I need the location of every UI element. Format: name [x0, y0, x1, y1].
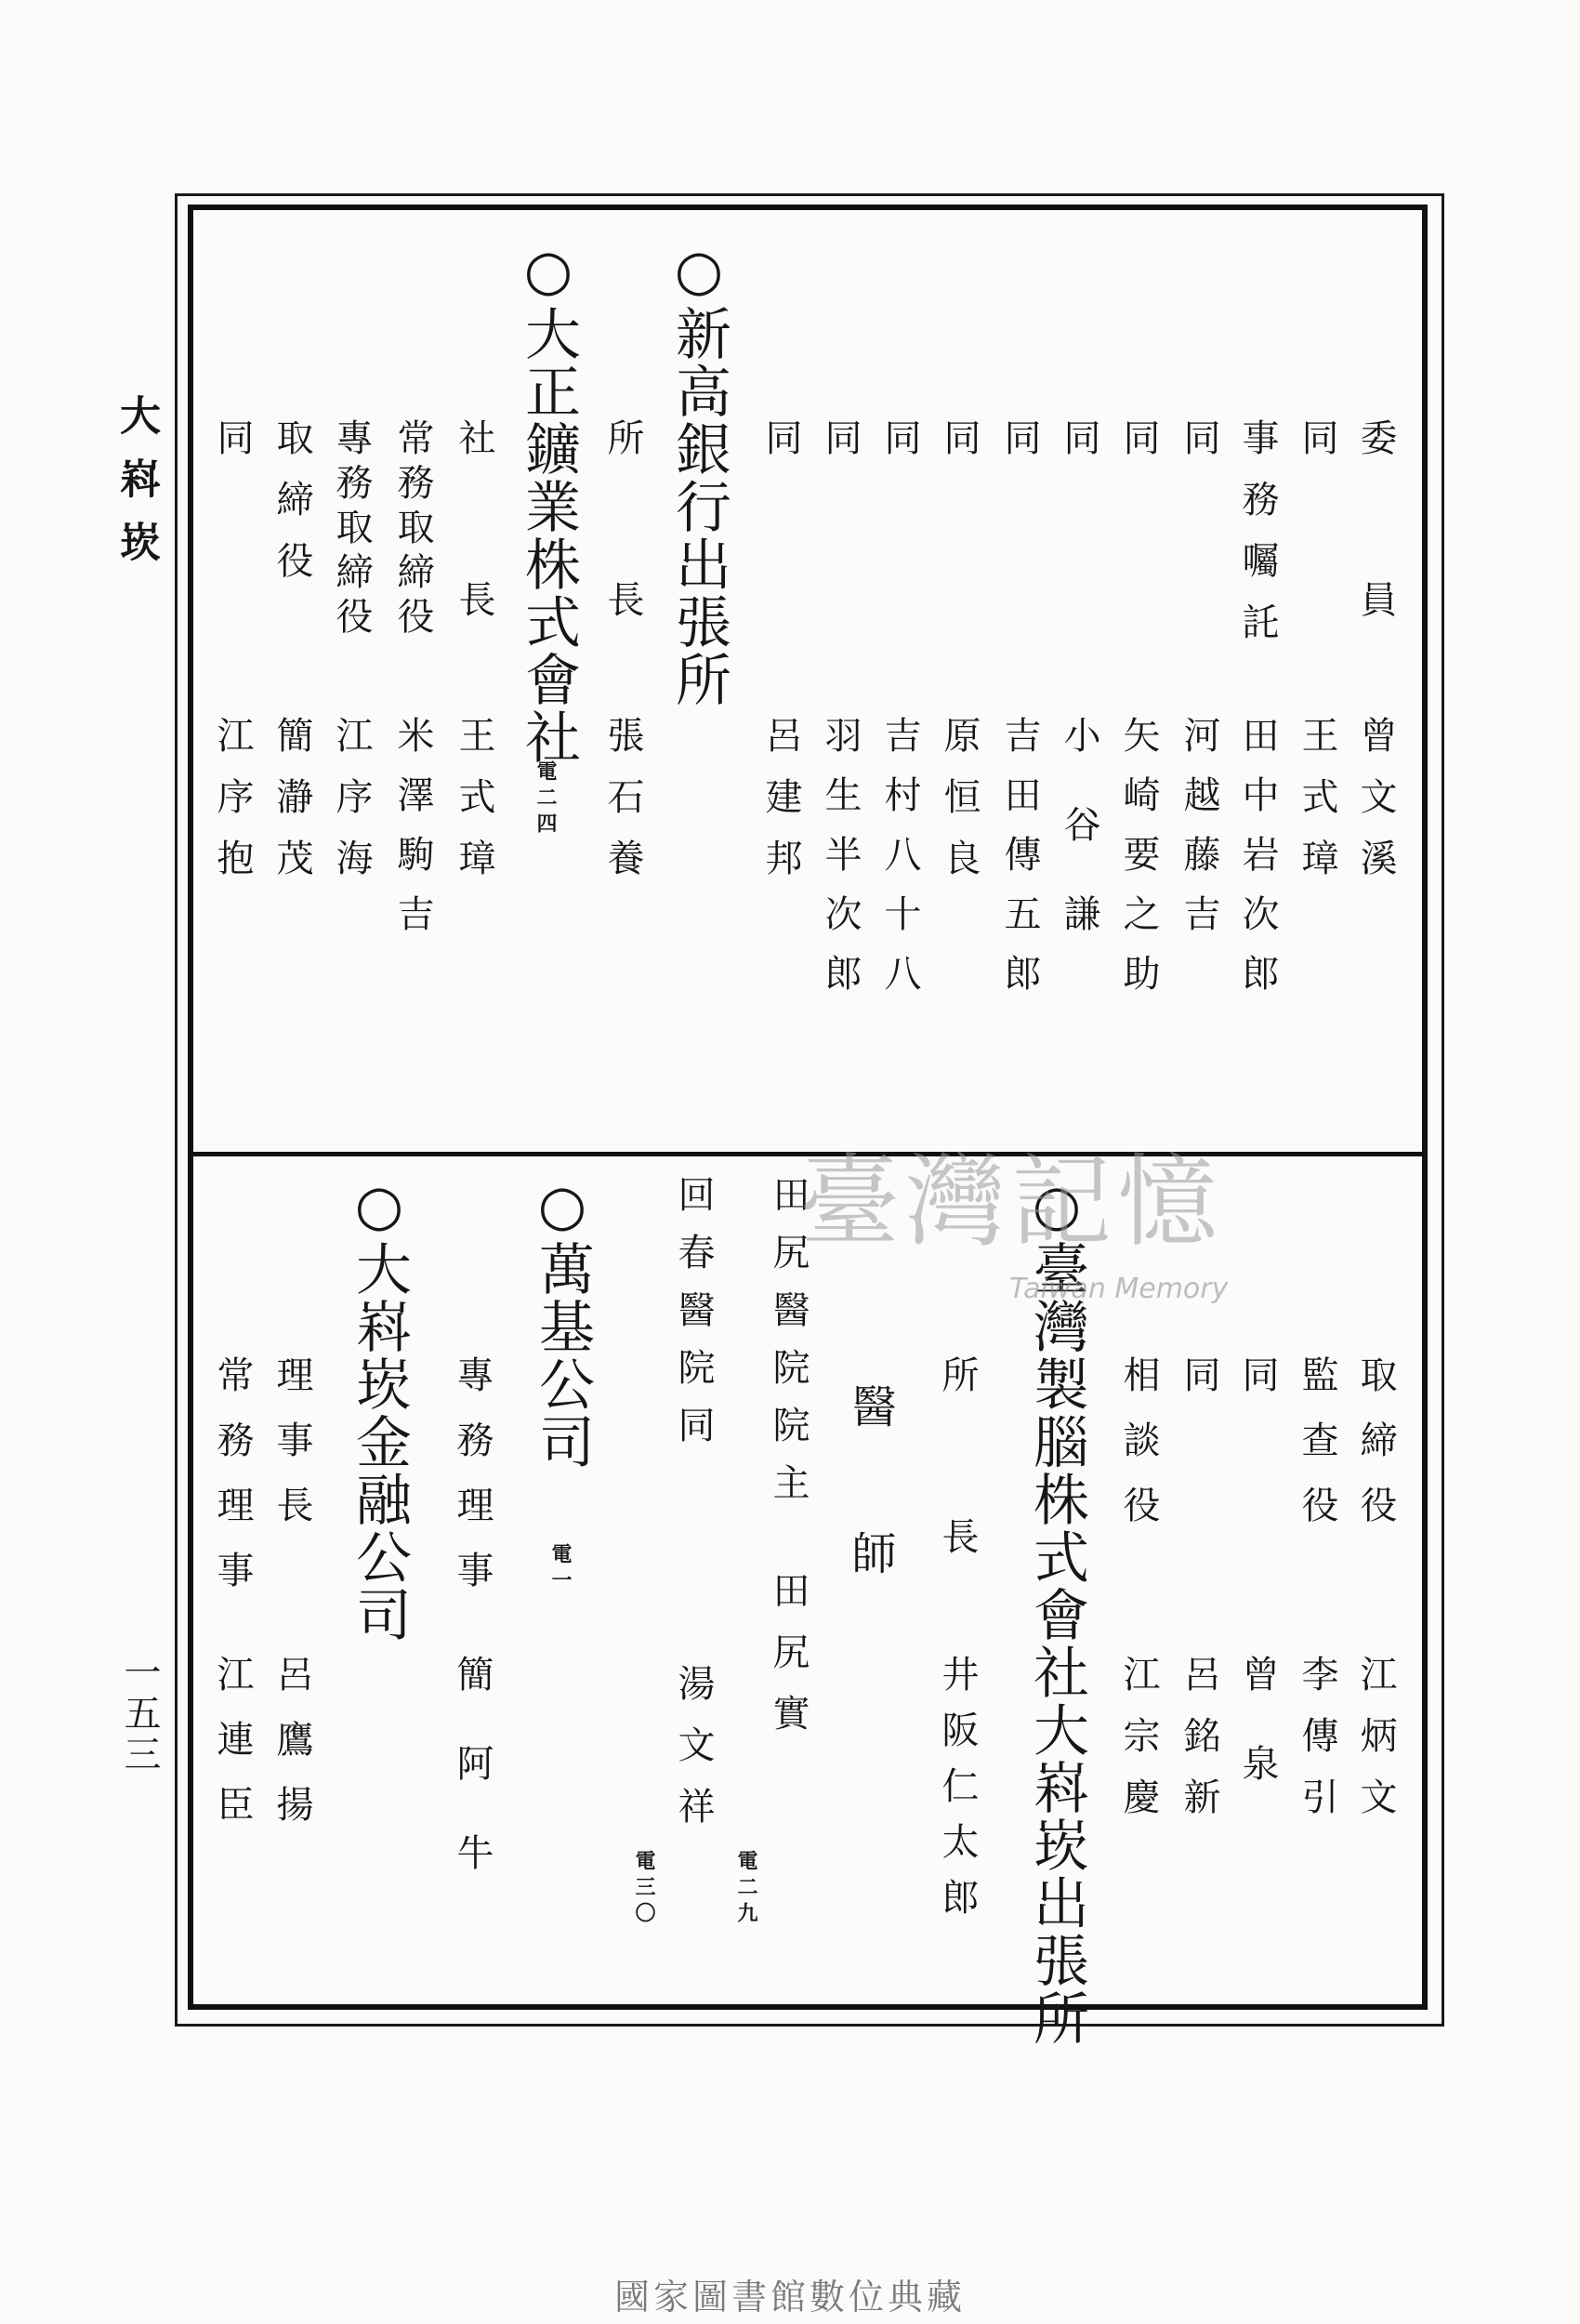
entry-title: 同 — [1296, 418, 1338, 456]
entry-title: 所長 — [936, 1355, 979, 1679]
entry-title: 常務理事 — [211, 1355, 254, 1616]
entry-name: 呂銘新 — [1178, 1655, 1220, 1839]
section-heading-doctors: 醫師 — [844, 1383, 896, 1677]
entry-title: 常務取締役 — [391, 418, 434, 641]
entry-name: 曾文溪 — [1354, 716, 1397, 900]
entry-title: 同 — [938, 418, 981, 456]
library-footer: 國家圖書館數位典藏 — [613, 2277, 966, 2317]
company-title-mining: ○大正鑛業株式會社 — [516, 238, 581, 766]
entry-name: 井阪仁太郎 — [936, 1655, 979, 1934]
entry-name: 米澤駒吉 — [391, 716, 434, 954]
entry-title: 同 — [998, 418, 1041, 456]
entry-name: 原恒良 — [938, 716, 981, 900]
telephone-number: 電二九 — [734, 1850, 758, 1928]
entry-title: 同 — [1178, 1355, 1220, 1393]
watermark-english: Taiwan Memory — [1009, 1273, 1229, 1305]
entry-name: 江宗慶 — [1117, 1655, 1160, 1839]
page-number: 一五三 — [118, 1653, 161, 1776]
entry-name: 呂鷹揚 — [270, 1655, 313, 1850]
company-title-camphor: ○臺灣製腦株式會社大嵙崁出張所 — [1024, 1173, 1089, 2047]
company-title-wanji: ○萬基公司 — [530, 1173, 595, 1471]
entry-title: 委員 — [1354, 418, 1397, 742]
company-title-finance: ○大嵙崁金融公司 — [347, 1173, 412, 1644]
telephone-number: 電二四 — [533, 760, 558, 838]
entry-title: 同 — [878, 418, 921, 456]
entry-name: 羽生半次郎 — [819, 716, 862, 1013]
entry-name: 張石養 — [601, 716, 644, 900]
entry-name: 江炳文 — [1354, 1655, 1397, 1839]
entry-name: 田中岩次郎 — [1236, 716, 1279, 1013]
entry-title: 同 — [1058, 418, 1100, 456]
running-title: 大嵙崁 — [112, 394, 160, 584]
entry-name: 吉村八十八 — [878, 716, 921, 1013]
entry-name: 田尻實 — [767, 1571, 810, 1755]
taiwan-memory-watermark — [799, 1144, 1283, 1305]
entry-name: 江連臣 — [211, 1655, 254, 1850]
entry-name: 李傳引 — [1296, 1655, 1338, 1839]
entry-title: 同 — [1236, 1355, 1279, 1393]
entry-title: 同 — [1117, 418, 1160, 456]
entry-title: 監查役 — [1296, 1355, 1338, 1551]
entry-title: 專務取締役 — [330, 418, 373, 641]
entry-name: 小谷謙 — [1058, 716, 1100, 984]
entry-title: 所長 — [601, 418, 644, 742]
entry-title: 田尻醫院院主 — [767, 1175, 810, 1521]
entry-title: 同 — [759, 418, 802, 456]
entry-title: 事務囑託 — [1236, 418, 1279, 664]
entry-title: 同 — [211, 418, 254, 456]
entry-name: 河越藤吉 — [1178, 716, 1220, 954]
entry-title: 專務理事 — [451, 1355, 494, 1616]
company-title-bank: ○新高銀行出張所 — [666, 238, 731, 708]
entry-title: 取締役 — [1354, 1355, 1397, 1551]
telephone-number: 電三〇 — [632, 1850, 656, 1928]
entry-name: 簡阿牛 — [451, 1655, 494, 1922]
entry-name: 王式璋 — [453, 716, 495, 900]
entry-title: 同 — [1178, 418, 1220, 456]
entry-title: 社長 — [453, 418, 495, 742]
entry-name: 簡瀞茂 — [270, 716, 313, 900]
entry-name: 吉田傳五郎 — [998, 716, 1041, 1013]
entry-name: 湯文祥 — [672, 1664, 715, 1848]
telephone-number: 電一 — [548, 1543, 573, 1595]
entry-name: 矢崎要之助 — [1117, 716, 1160, 1013]
entry-name: 曾泉 — [1236, 1655, 1279, 1833]
entry-name: 江序抱 — [211, 716, 254, 900]
entry-title: 回春醫院同 — [672, 1175, 715, 1463]
entry-title: 理事長 — [270, 1355, 313, 1551]
entry-title: 取締役 — [270, 418, 313, 602]
entry-name: 江序海 — [330, 716, 373, 900]
entry-name: 王式璋 — [1296, 716, 1338, 900]
entry-title: 同 — [819, 418, 862, 456]
entry-title: 相談役 — [1117, 1355, 1160, 1551]
entry-name: 呂建邦 — [759, 716, 802, 900]
watermark-chinese: 臺灣記憶 — [799, 1144, 1224, 1261]
